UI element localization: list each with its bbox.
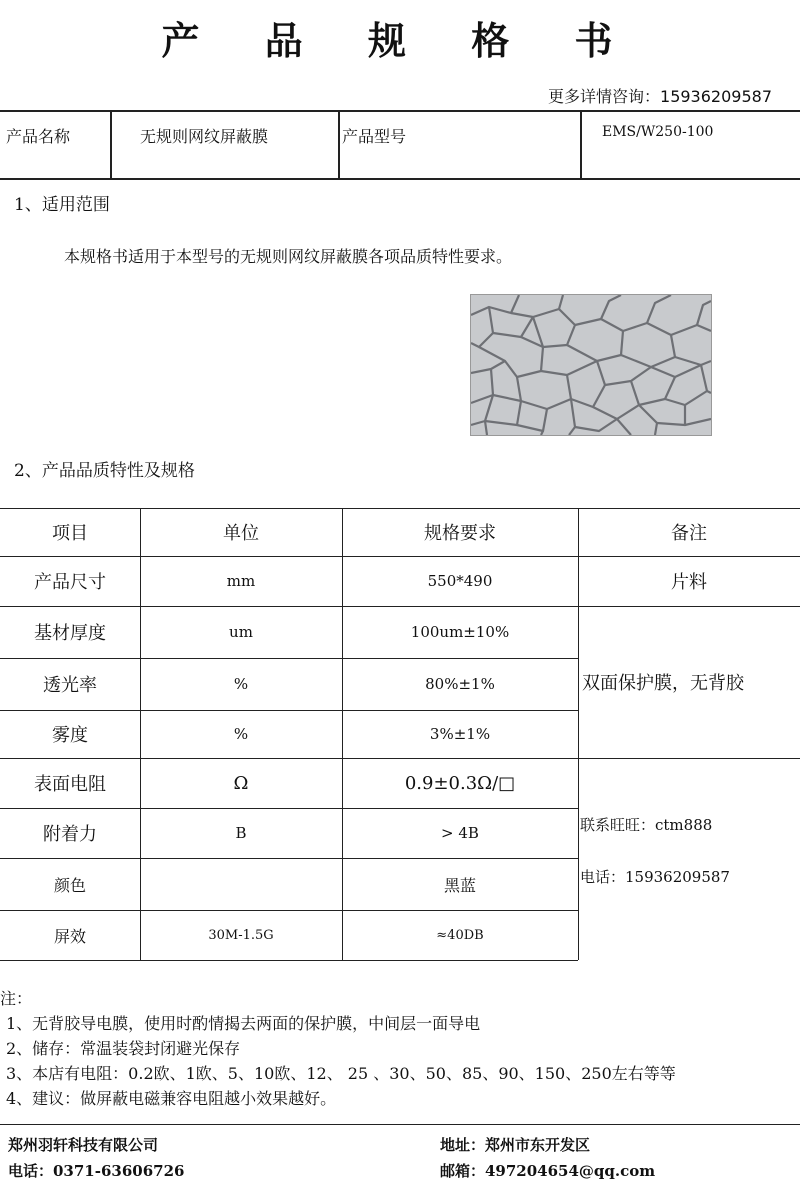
spec-table [0, 508, 800, 962]
table-row-spec: > 4B [441, 824, 479, 842]
table-row-spec: 3%±1% [429, 725, 491, 743]
table-row-unit [140, 858, 342, 910]
col-header-spec: 规格要求 [424, 523, 496, 544]
table-row-unit: B [235, 824, 247, 842]
table-row-item: 雾度 [52, 725, 88, 746]
table-row-unit: % [233, 675, 249, 693]
notes-heading: 注： [0, 989, 33, 1008]
table-row-unit: Ω [233, 772, 249, 794]
footer-email: 邮箱：497204654@qq.com [440, 1162, 656, 1180]
product-model-label: 产品型号 [342, 127, 407, 146]
col-header-item: 项目 [52, 523, 88, 544]
table-row-spec: 550*490 [427, 572, 493, 590]
note-line: 4、建议：做屏蔽电磁兼容电阻越小效果越好。 [6, 1089, 337, 1108]
product-header-table [0, 110, 800, 180]
col-header-unit: 单位 [223, 523, 259, 544]
table-row-item: 表面电阻 [34, 774, 106, 795]
table-row-spec: 80%±1% [425, 675, 495, 693]
mesh-sample-image [470, 294, 712, 436]
table-row-item: 屏效 [53, 926, 86, 946]
table-row-item: 透光率 [43, 675, 97, 696]
notes-block [0, 986, 676, 1111]
footer-address: 地址：郑州市东开发区 [440, 1136, 591, 1154]
col-header-remark: 备注 [671, 523, 707, 544]
table-row-spec: 黑蓝 [443, 875, 476, 895]
remark-phone: 电话：15936209587 [580, 868, 730, 886]
table-row-item: 附着力 [43, 824, 97, 845]
note-line: 2、储存：常温装袋封闭避光保存 [6, 1039, 241, 1058]
remark-protect-film: 双面保护膜，无背胶 [582, 673, 744, 694]
scope-text: 本规格书适用于本型号的无规则网纹屏蔽膜各项品质特性要求。 [64, 247, 513, 266]
product-name-label: 产品名称 [6, 127, 71, 146]
note-line: 3、本店有电阻：0.2欧、1欧、5、10欧、12、 25 、30、50、85、90、150、250左右等等 [6, 1064, 676, 1083]
section-1-heading: 1、适用范围 [14, 195, 110, 215]
remark-wangwang: 联系旺旺：ctm888 [580, 816, 713, 834]
table-row-item: 产品尺寸 [34, 572, 106, 593]
note-line: 1、无背胶导电膜，使用时酌情揭去两面的保护膜，中间层一面导电 [6, 1014, 481, 1033]
footer-phone: 电话：0371-63606726 [8, 1162, 185, 1180]
table-row-unit: % [233, 725, 249, 743]
product-model-value: EMS/W250-100 [602, 124, 714, 140]
table-row-spec: 100um±10% [410, 623, 510, 641]
contact-info: 更多详情咨询：15936209587 [548, 87, 772, 106]
table-row-item: 基材厚度 [34, 623, 106, 644]
table-row-unit: mm [226, 572, 256, 590]
footer-company: 郑州羽轩科技有限公司 [8, 1136, 159, 1154]
table-row-unit: um [229, 623, 253, 641]
remark-size: 片料 [671, 572, 707, 593]
table-row-spec: 0.9±0.3Ω/□ [404, 772, 516, 794]
document-title: 产 品 规 格 书 [161, 18, 639, 63]
table-row-item: 颜色 [53, 875, 86, 895]
table-row-spec: ≈40DB [436, 927, 484, 943]
product-name-value: 无规则网纹屏蔽膜 [140, 127, 269, 146]
section-2-heading: 2、产品品质特性及规格 [14, 461, 195, 481]
table-row-unit: 30M-1.5G [208, 927, 274, 943]
